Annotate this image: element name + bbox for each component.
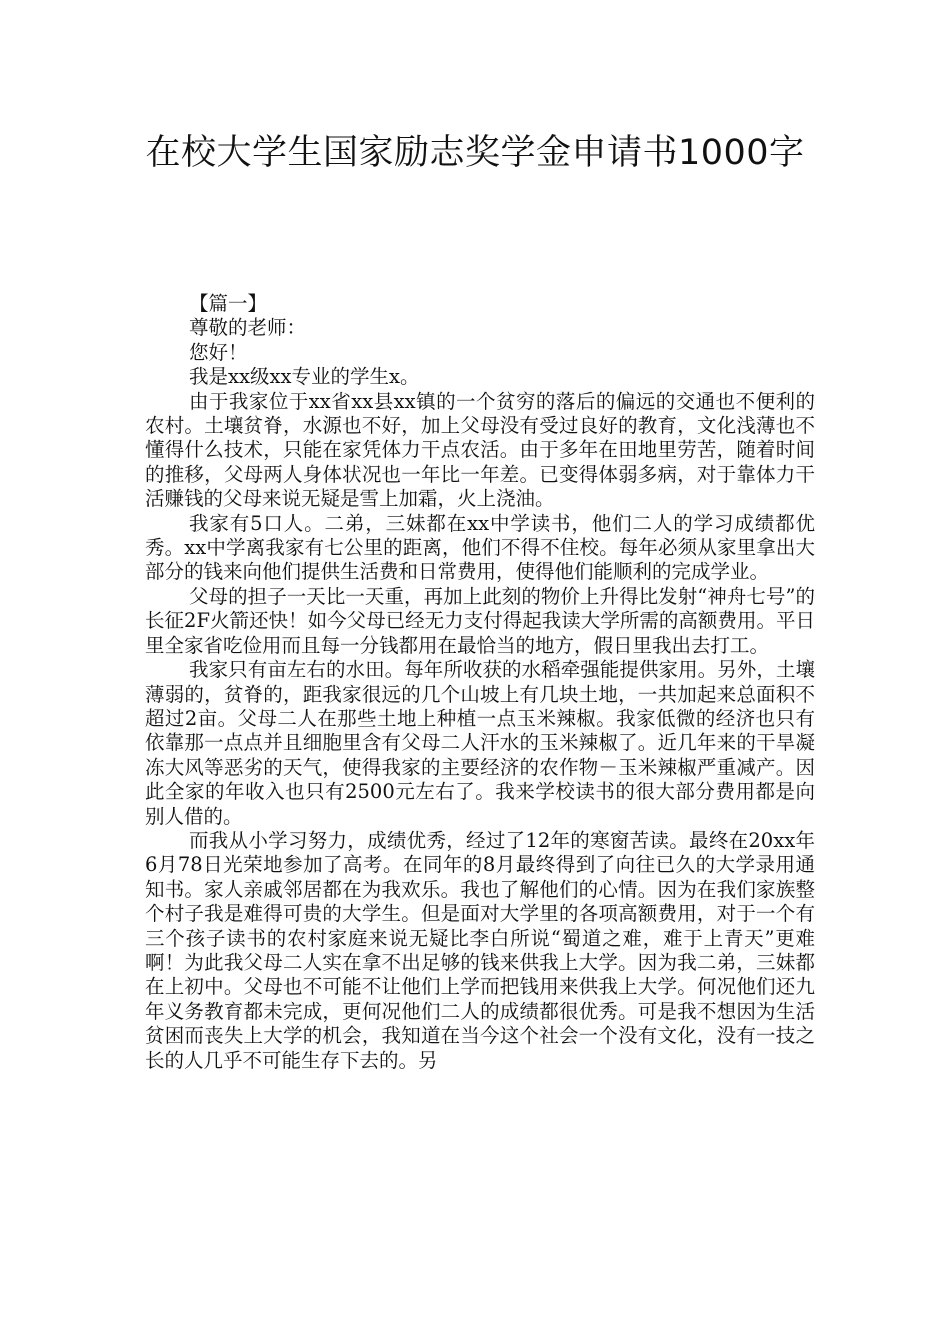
introduction-paragraph: 我是xx级xx专业的学生x。: [189, 365, 420, 389]
document-body: [145, 292, 815, 1073]
body-paragraph: 父母的担子一天比一天重，再加上此刻的物价上升得比发射“神舟七号”的长征2F火箭还快！如今父母已经无力支付得起我读大学所需的高额费用。平日里全家省吃俭用而且每一分钱都用在最恰当的地方，假日里我出去打工。: [145, 584, 815, 657]
body-paragraph: 而我从小学习努力，成绩优秀，经过了12年的寒窗苦读。最终在20xx年6月78日光荣地参加了高考。在同年的8月最终得到了向往已久的大学录用通知书。家人亲戚邻居都在为我欢乐。我也了解他们的心情。因为在我们家族整个村子我是难得可贵的大学生。但是面对大学里的各项高额费用，对于一个有三个孩子读书的农村家庭来说无疑比李白所说“蜀道之难，难于上青天”更难啊！为此我父母二人实在拿不出足够的钱来供我上大学。因为我二弟，三妹都在上初中。父母也不可能不让他们上学而把钱用来供我上大学。何况他们还九年义务教育都未完成，更何况他们二人的成绩都很优秀。可是我不想因为生活贫困而丧失上大学的机会，我知道在当今这个社会一个没有文化，没有一技之长的人几乎不可能生存下去的。另: [145, 828, 815, 1072]
document-title: 在校大学生国家励志奖学金申请书1000字: [145, 133, 805, 173]
body-paragraph: 我家只有亩左右的水田。每年所收获的水稻牵强能提供家用。另外，土壤薄弱的，贫脊的，距我家很远的几个山坡上有几块土地，一共加起来总面积不超过2亩。父母二人在那些土地上种植一点玉米辣椒。我家低微的经济也只有依靠那一点点并且细胞里含有父母二人汗水的玉米辣椒了。近几年来的干旱凝冻大风等恶劣的天气，使得我家的主要经济的农作物－玉米辣椒严重减产。因此全家的年收入也只有2500元左右了。我来学校读书的很大部分费用都是向别人借的。: [145, 658, 815, 828]
body-paragraph: 由于我家位于xx省xx县xx镇的一个贫穷的落后的偏远的交通也不便利的农村。土壤贫脊，水源也不好，加上父母没有受过良好的教育，文化浅薄也不懂得什么技术，只能在家凭体力干点农活。由于多年在田地里劳苦，随着时间的推移，父母两人身体状况也一年比一年差。已变得体弱多病，对于靠体力干活赚钱的父母来说无疑是雪上加霜，火上浇油。: [145, 389, 815, 511]
section-heading: 【篇一】: [189, 292, 268, 315]
salutation: 尊敬的老师：: [189, 316, 307, 340]
body-paragraph: 我家有5口人。二弟，三妹都在xx中学读书，他们二人的学习成绩都优秀。xx中学离我家有七公里的距离，他们不得不住校。每年必须从家里拿出大部分的钱来向他们提供生活费和日常费用，使得他们能顺利的完成学业。: [145, 511, 815, 584]
greeting: 您好！: [189, 340, 248, 364]
